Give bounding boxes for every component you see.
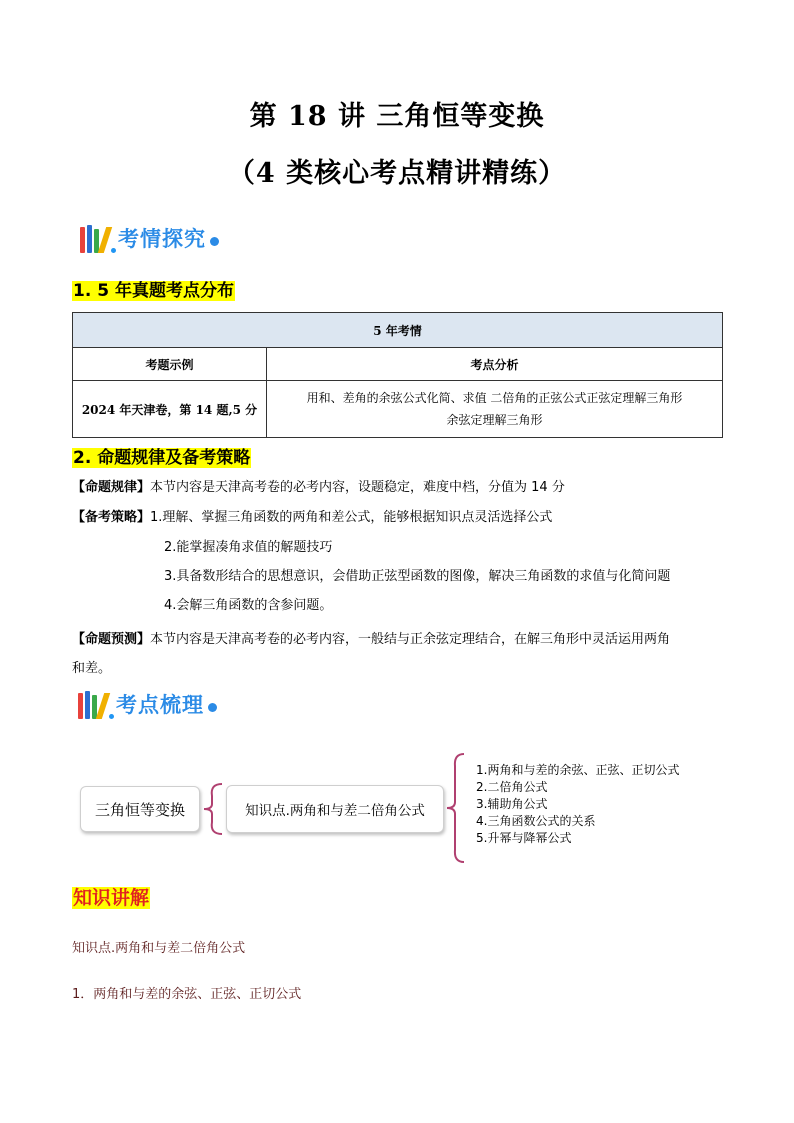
rules-block — [72, 478, 732, 683]
section-heading-distribution: 1. 5 年真题考点分布 — [73, 281, 234, 301]
mindmap-leaf: 5.升幂与降幂公式 — [476, 831, 572, 845]
strategy-item: 3.具备数形结合的思想意识，会借助正弦型函数的图像，解决三角函数的求值与化简问题 — [164, 569, 671, 584]
brace-icon — [200, 782, 226, 836]
table-cell-analysis: 用和、差角的余弦公式化简、求值 二倍角的正弦公式正弦定理解三角形 余弦定理解三角形 — [267, 381, 723, 438]
banner-label: 考情探究 — [118, 227, 206, 251]
predict-line: 【命题预测】本节内容是天津高考卷的必考内容，一般结与正余弦定理结合，在解三角形中灵活运用两角 和差。 — [72, 632, 671, 676]
rule-line: 【命题规律】本节内容是天津高考卷的必考内容，设题稳定，难度中档，分值为 14 分 — [72, 480, 565, 495]
section-heading-rules: 2. 命题规律及备考策略 — [73, 448, 251, 468]
section-banner-key-points — [78, 688, 217, 720]
mindmap-root: 三角恒等变换 — [80, 786, 200, 832]
strategy-item: 4.会解三角函数的含参问题。 — [164, 598, 333, 613]
banner-label: 考点梳理 — [116, 693, 204, 717]
section-banner-exam-analysis — [80, 222, 219, 254]
knowledge-heading: 知识讲解 — [73, 887, 150, 909]
mindmap-leaf: 1.两角和与差的余弦、正弦、正切公式 — [476, 763, 680, 777]
knowledge-subheading: 1．两角和与差的余弦、正弦、正切公式 — [72, 987, 302, 1002]
exam-distribution-table — [72, 312, 723, 438]
mindmap-leaf: 2.二倍角公式 — [476, 780, 548, 794]
mindmap-leaves — [476, 762, 679, 847]
brace-icon — [444, 752, 468, 864]
mindmap-node: 知识点.两角和与差二倍角公式 — [226, 785, 444, 833]
knowledge-topic: 知识点.两角和与差二倍角公式 — [72, 941, 246, 956]
table-column-header-example: 考题示例 — [73, 348, 267, 381]
strategy-line: 【备考策略】1.理解、掌握三角函数的两角和差公式，能够根据知识点灵活选择公式 — [72, 510, 553, 525]
mindmap-leaf: 4.三角函数公式的关系 — [476, 814, 596, 828]
dot-icon — [210, 237, 219, 246]
strategy-item: 2.能掌握凑角求值的解题技巧 — [164, 540, 333, 555]
books-icon — [80, 223, 118, 253]
mindmap-leaf: 3.辅助角公式 — [476, 797, 548, 811]
table-header: 5 年考情 — [73, 313, 723, 348]
dot-icon — [208, 703, 217, 712]
table-column-header-analysis: 考点分析 — [267, 348, 723, 381]
books-icon — [78, 689, 116, 719]
table-cell-example: 2024 年天津卷，第 14 题,5 分 — [73, 381, 267, 438]
page-subtitle: （4 类核心考点精讲精练） — [227, 158, 567, 189]
page-title: 第 18 讲 三角恒等变换 — [249, 101, 545, 132]
table-row — [73, 381, 723, 438]
